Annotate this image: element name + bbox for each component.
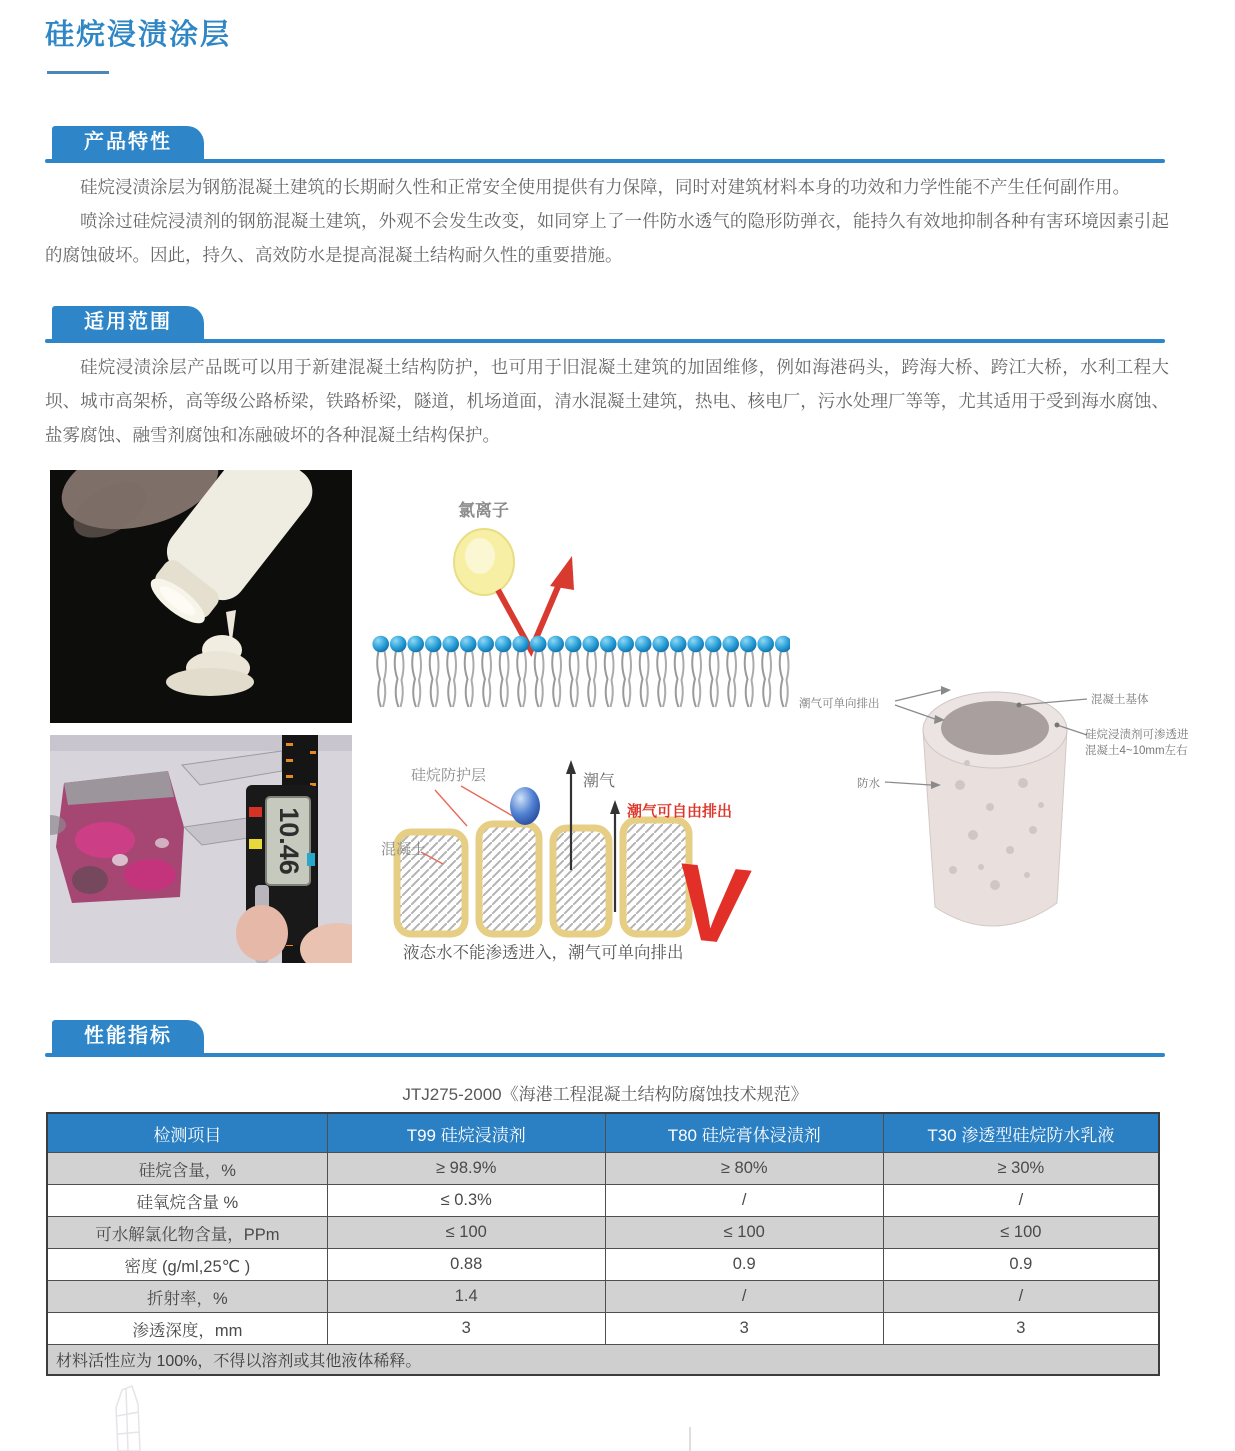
section-rule xyxy=(45,339,1165,343)
check-mark-glyph: V xyxy=(670,839,755,964)
paragraph: 喷涂过硅烷浸渍剂的钢筋混凝土建筑，外观不会发生改变，如同穿上了一件防水透气的隐形防弹衣，能持久有效地抑制各种有害环境因素引起的腐蚀破坏。因此，持久、高效防水是提高混凝土结构耐久性的重要措施。 xyxy=(45,211,1169,265)
spec-table-title: JTJ275-2000《海港工程混凝土结构防腐蚀技术规范》 xyxy=(402,1085,808,1104)
cylinder-label-penetration2: 混凝土4~10mm左右 xyxy=(1085,745,1188,757)
section-tab-features xyxy=(52,126,204,159)
caliper-lcd-value: 10.46 xyxy=(274,807,304,875)
pore-caption: 液态水不能渗透进入，潮气可单向排出 xyxy=(403,944,684,962)
section-tab-label: 性能指标 xyxy=(84,1025,172,1047)
table-cell: 1.4 xyxy=(327,1281,605,1313)
table-row xyxy=(47,1249,1159,1281)
table-cell: 3 xyxy=(327,1313,605,1345)
table-cell: ≤ 0.3% xyxy=(327,1185,605,1217)
watermark-tower-outline xyxy=(100,1382,160,1451)
cylinder-label-moisture: 潮气可单向排出 xyxy=(799,698,880,710)
pore-label-concrete: 混凝土 xyxy=(381,841,427,858)
table-footnote-row xyxy=(47,1345,1159,1376)
table-cell: 0.88 xyxy=(327,1249,605,1281)
caliper-photo xyxy=(50,735,352,968)
section-scope-header xyxy=(45,306,1165,343)
chloride-ion-label: 氯离子 xyxy=(458,501,509,520)
section-features-header xyxy=(45,126,1165,163)
row-label: 密度 (g/ml,25℃ ) xyxy=(47,1249,327,1281)
chloride-ion-diagram xyxy=(372,478,790,723)
section-performance-header xyxy=(45,1020,1165,1057)
paragraph: 硅烷浸渍涂层为钢筋混凝土建筑的长期耐久性和正常安全使用提供有力保障，同时对建筑材料本身的功效和力学性能不产生任何副作用。 xyxy=(80,177,1130,197)
cylinder-label-waterproof: 防水 xyxy=(857,778,880,790)
cylinder-label-matrix: 混凝土基体 xyxy=(1091,694,1149,706)
pore-label-silane-layer: 硅烷防护层 xyxy=(411,767,487,784)
table-cell: ≤ 100 xyxy=(883,1217,1159,1249)
section-tab-label: 产品特性 xyxy=(84,131,172,153)
table-cell: ≥ 30% xyxy=(883,1153,1159,1185)
title-underline xyxy=(47,71,109,74)
section-tab-scope xyxy=(52,306,204,339)
concrete-cylinder-diagram xyxy=(795,635,1190,965)
features-paragraphs xyxy=(45,170,1169,272)
pore-label-free-escape: 潮气可自由排出 xyxy=(627,803,733,820)
cylinder-label-penetration1: 硅烷浸渍剂可渗透进 xyxy=(1085,729,1189,741)
section-rule xyxy=(45,1053,1165,1057)
table-row xyxy=(47,1217,1159,1249)
table-cell: / xyxy=(605,1281,883,1313)
row-label: 硅烷含量，% xyxy=(47,1153,327,1185)
column-header: T30 渗透型硅烷防水乳液 xyxy=(883,1113,1159,1153)
table-cell: 3 xyxy=(883,1313,1159,1345)
molecule-layer xyxy=(372,633,790,713)
row-label: 可水解氯化物含量，PPm xyxy=(47,1217,327,1249)
table-footnote: 材料活性应为 100%，不得以溶剂或其他液体稀释。 xyxy=(47,1345,1159,1376)
bottle-photo xyxy=(50,470,352,728)
column-header: 检测项目 xyxy=(47,1113,327,1153)
caliper-red-button xyxy=(249,807,262,817)
row-label: 硅氧烷含量 % xyxy=(47,1185,327,1217)
table-cell: 0.9 xyxy=(605,1249,883,1281)
table-row xyxy=(47,1153,1159,1185)
section-tab-label: 适用范围 xyxy=(84,311,172,333)
table-cell: / xyxy=(605,1185,883,1217)
page-title: 硅烷浸渍涂层 xyxy=(45,19,232,51)
watermark-cable-line xyxy=(689,1427,691,1451)
pore-structure-diagram xyxy=(375,752,790,969)
row-label: 折射率，% xyxy=(47,1281,327,1313)
table-row xyxy=(47,1185,1159,1217)
table-cell: 0.9 xyxy=(883,1249,1159,1281)
table-row xyxy=(47,1313,1159,1345)
table-cell: ≤ 100 xyxy=(327,1217,605,1249)
table-cell: / xyxy=(883,1281,1159,1313)
paragraph: 硅烷浸渍涂层产品既可以用于新建混凝土结构防护，也可用于旧混凝土建筑的加固维修，例如海港码头，跨海大桥、跨江大桥，水利工程大坝、城市高架桥，高等级公路桥梁，铁路桥梁，隧道，机场道面，清水混凝土建筑，热电、核电厂，污水处理厂等等，尤其适用于受到海水腐蚀、盐雾腐蚀、融雪剂腐蚀和冻融破坏的各种混凝土结构保护。 xyxy=(45,357,1169,445)
spec-table xyxy=(46,1112,1160,1376)
scope-paragraphs xyxy=(45,350,1169,452)
table-cell: ≥ 80% xyxy=(605,1153,883,1185)
pore-label-moisture: 潮气 xyxy=(583,773,616,790)
table-cell: ≤ 100 xyxy=(605,1217,883,1249)
row-label: 渗透深度，mm xyxy=(47,1313,327,1345)
section-tab-performance xyxy=(52,1020,204,1053)
column-header: T99 硅烷浸渍剂 xyxy=(327,1113,605,1153)
column-header: T80 硅烷膏体浸渍剂 xyxy=(605,1113,883,1153)
caliper-yellow-button xyxy=(249,839,262,849)
table-row xyxy=(47,1281,1159,1313)
table-cell: 3 xyxy=(605,1313,883,1345)
table-cell: / xyxy=(883,1185,1159,1217)
caliper-cyan-button xyxy=(307,853,315,866)
section-rule xyxy=(45,159,1165,163)
table-cell: ≥ 98.9% xyxy=(327,1153,605,1185)
spec-table-header-row xyxy=(47,1113,1159,1153)
